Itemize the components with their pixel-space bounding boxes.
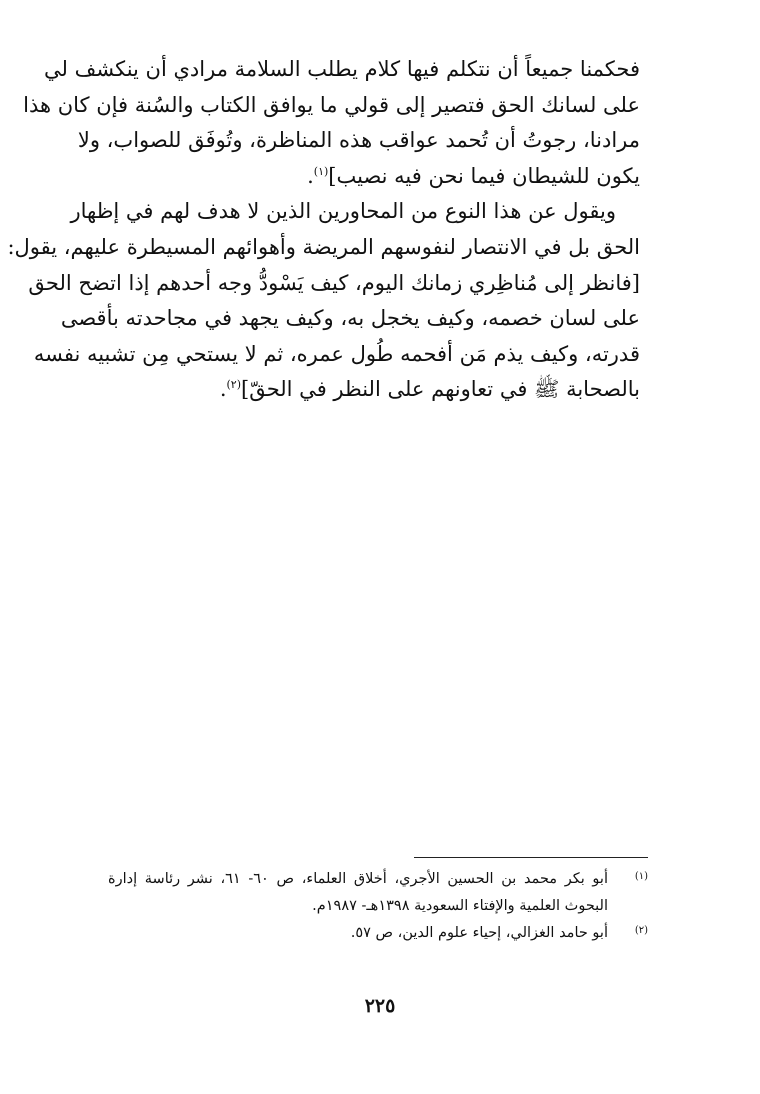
footnote-line: البحوث العلمية والإفتاء السعودية ١٣٩٨هـ- ١٩٨٧م. [312,898,608,914]
text-line: قدرته، وكيف يذم مَن أفحمه طُول عمره، ثم لا يستحي مِن تشبيه نفسه [33,341,640,366]
footnote-number: (٢) [634,925,648,936]
footnote-number: (١) [634,871,648,882]
paragraph-2 [7,194,640,408]
text-line: الحق بل في الانتصار لنفوسهم المريضة وأهوائهم المسيطرة عليهم، يقول: [7,234,640,259]
text-line-content: يكون للشيطان فيما نحن فيه نصيب] [328,163,640,188]
period: . [219,377,227,402]
text-line-content: بالصحابة ﷺ في تعاونهم على النظر في الحقّ] [241,377,640,402]
paragraph-1 [23,52,640,194]
page-number: ٢٢٥ [364,995,396,1017]
footnote-1 [108,866,648,920]
footnote-2 [108,920,648,947]
text-line: على لسان خصمه، وكيف يخجل به، وكيف يجهد في مجاحدته بأقصى [60,306,640,331]
main-text [7,52,640,408]
text-line-last [110,372,640,408]
text-line: مرادنا، رجوتُ أن تُحمد عواقب هذه المناظرة، وتُوفَق للصواب، ولا [77,128,640,153]
text-line-last [110,159,640,195]
footnotes [108,866,648,947]
footnote-ref-2: (٢) [226,378,242,392]
footnote-ref-1: (١) [313,164,329,178]
footnote-line: أبو حامد الغزالي، إحياء علوم الدين، ص ٥٧. [350,925,608,941]
footnote-separator [414,857,648,858]
period: . [307,163,314,188]
text-line: على لسانك الحق فتصير إلى قولي ما يوافق الكتاب والسُنة فإن كان هذا [23,92,640,117]
text-line: ويقول عن هذا النوع من المحاورين الذين لا هدف لهم في إظهار [70,199,616,224]
text-line: فحكمنا جميعاً أن نتكلم فيها كلام يطلب السلامة مرادي أن ينكشف لي [44,57,640,81]
footnote-line: أبو بكر محمد بن الحسين الأجري، أخلاق العلماء، ص ٦٠- ٦١، نشر رئاسة إدارة [108,871,608,887]
text-line: [فانظر إلى مُناظِري زمانك اليوم، كيف يَسْودُّ وجه أحدهم إذا اتضح الحق [28,270,640,295]
